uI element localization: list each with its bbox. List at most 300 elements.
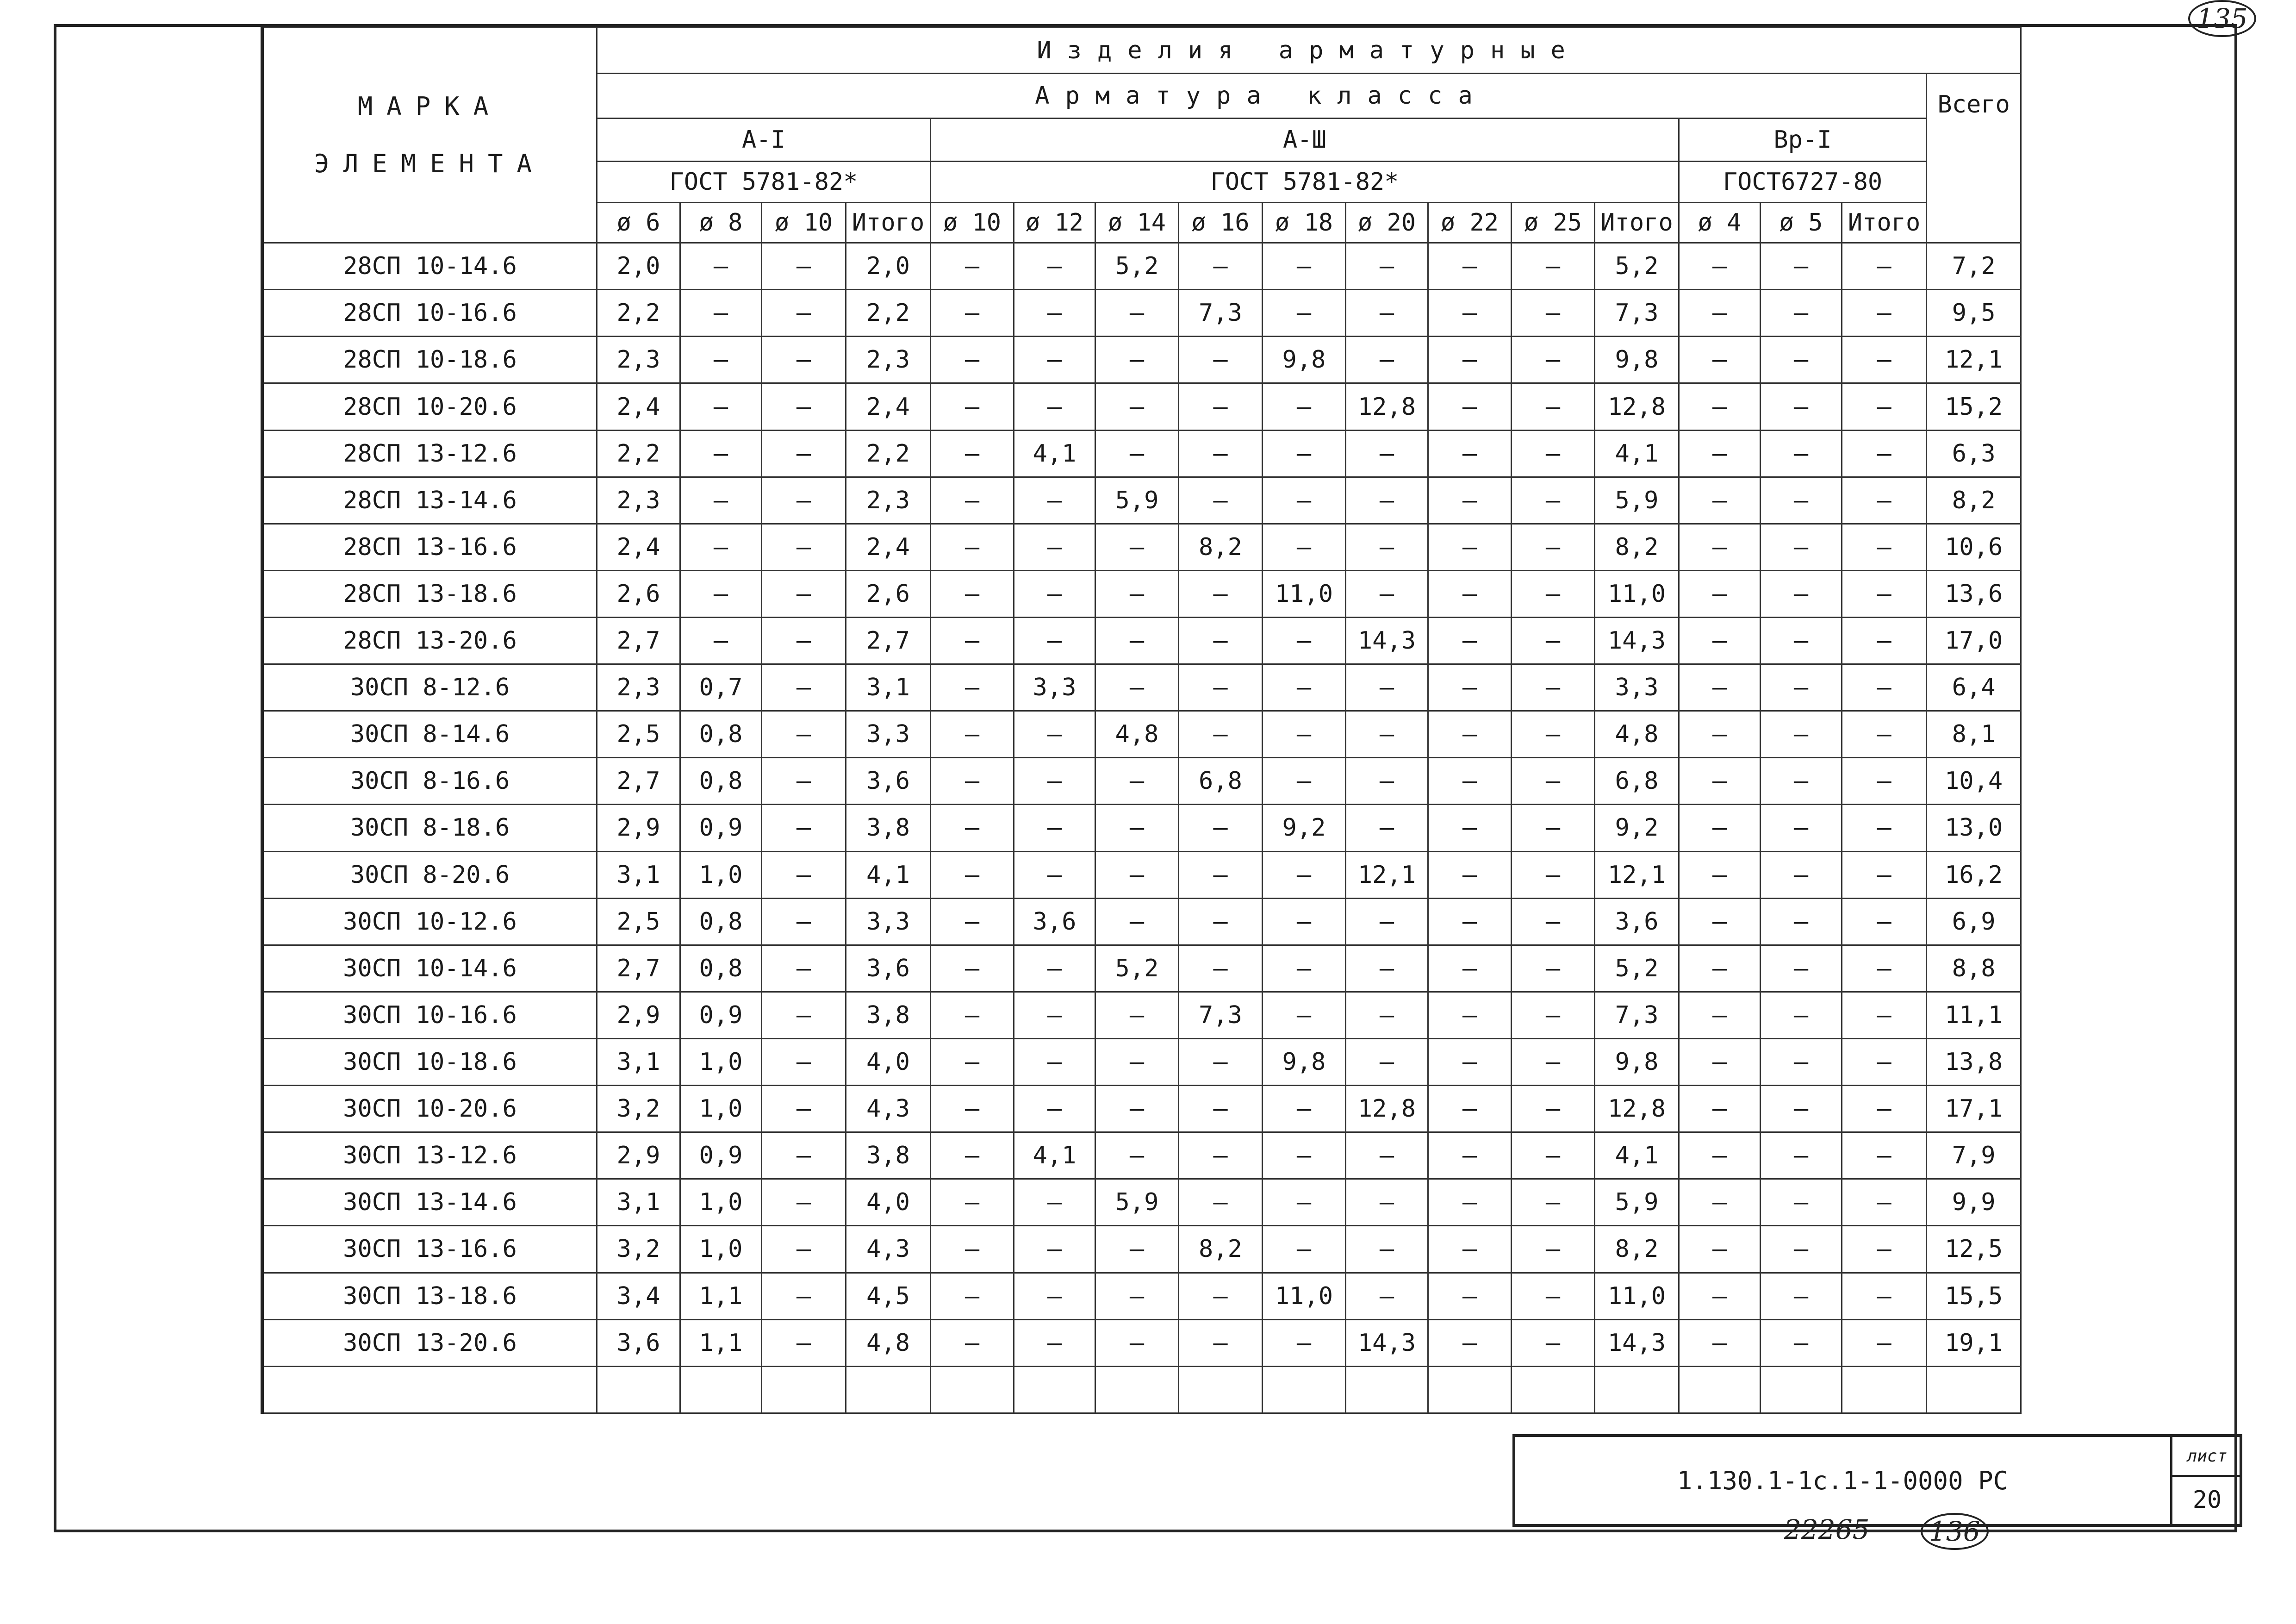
value-cell: – — [1346, 570, 1428, 617]
value-cell: 16,2 — [1927, 851, 2021, 898]
value-cell: – — [762, 477, 846, 524]
page-number-bottom: 136 — [1921, 1513, 1989, 1550]
value-cell: – — [1761, 290, 1842, 337]
value-cell: – — [1014, 383, 1095, 430]
value-cell: – — [1428, 618, 1512, 664]
value-cell: 10,6 — [1927, 524, 2021, 570]
value-cell: – — [1095, 430, 1179, 477]
value-cell: – — [1014, 1226, 1095, 1273]
value-cell: – — [1761, 851, 1842, 898]
diameter-header: ø 22 — [1428, 203, 1512, 243]
element-mark-cell: 30СП 13-14.6 — [262, 1179, 597, 1226]
value-cell: 2,9 — [597, 1132, 680, 1179]
value-cell: – — [1095, 664, 1179, 711]
value-cell: – — [1263, 383, 1346, 430]
value-cell: – — [1428, 1038, 1512, 1085]
table-row — [262, 570, 2021, 617]
value-cell: 2,0 — [846, 243, 931, 290]
value-cell: – — [1679, 618, 1761, 664]
empty-cell — [597, 1366, 680, 1413]
value-cell: – — [1761, 430, 1842, 477]
value-cell: – — [1263, 851, 1346, 898]
value-cell: – — [1263, 524, 1346, 570]
value-cell: – — [1842, 243, 1927, 290]
value-cell: – — [931, 618, 1014, 664]
element-mark-cell: 30СП 13-16.6 — [262, 1226, 597, 1273]
value-cell: – — [1679, 945, 1761, 992]
value-cell: – — [1842, 477, 1927, 524]
value-cell: – — [1346, 711, 1428, 758]
value-cell: 4,0 — [846, 1038, 931, 1085]
diameter-header: ø 6 — [597, 203, 680, 243]
value-cell: – — [1179, 430, 1263, 477]
element-mark-cell: 30СП 10-12.6 — [262, 898, 597, 945]
value-cell: – — [1428, 1319, 1512, 1366]
value-cell: 5,2 — [1095, 945, 1179, 992]
value-cell: 4,3 — [846, 1086, 931, 1132]
value-cell: – — [1512, 383, 1595, 430]
value-cell: – — [1263, 1319, 1346, 1366]
value-cell: – — [1679, 1319, 1761, 1366]
value-cell: 3,8 — [846, 992, 931, 1038]
value-cell: – — [1428, 1273, 1512, 1319]
value-cell: – — [680, 337, 762, 383]
value-cell: 2,7 — [846, 618, 931, 664]
value-cell: – — [1761, 898, 1842, 945]
value-cell: 9,9 — [1927, 1179, 2021, 1226]
value-cell: – — [1346, 945, 1428, 992]
empty-cell — [846, 1366, 931, 1413]
table-body — [262, 243, 2021, 1413]
value-cell: – — [1761, 945, 1842, 992]
value-cell: 10,4 — [1927, 758, 2021, 805]
value-cell: 0,9 — [680, 805, 762, 851]
value-cell: – — [1512, 805, 1595, 851]
element-mark-cell: 28СП 13-14.6 — [262, 477, 597, 524]
value-cell: – — [762, 805, 846, 851]
value-cell: – — [1842, 758, 1927, 805]
value-cell: – — [762, 1132, 846, 1179]
value-cell: – — [931, 1179, 1014, 1226]
value-cell: 1,0 — [680, 1226, 762, 1273]
value-cell: 9,8 — [1595, 1038, 1679, 1085]
value-cell: – — [1679, 430, 1761, 477]
empty-cell — [931, 1366, 1014, 1413]
value-cell: – — [1428, 851, 1512, 898]
value-cell: – — [1761, 477, 1842, 524]
value-cell: – — [1512, 618, 1595, 664]
value-cell: 3,6 — [597, 1319, 680, 1366]
value-cell: – — [762, 711, 846, 758]
value-cell: 3,1 — [597, 1179, 680, 1226]
value-cell: – — [931, 524, 1014, 570]
value-cell: 9,5 — [1927, 290, 2021, 337]
element-mark-cell: 30СП 8-20.6 — [262, 851, 597, 898]
value-cell: 7,3 — [1179, 992, 1263, 1038]
diameter-header: Итого — [1842, 203, 1927, 243]
value-cell: – — [1761, 1273, 1842, 1319]
sheet-number: 20 — [2192, 1486, 2222, 1514]
value-cell: – — [1263, 711, 1346, 758]
value-cell: – — [762, 1319, 846, 1366]
value-cell: – — [680, 383, 762, 430]
value-cell: – — [1842, 1319, 1927, 1366]
value-cell: – — [1842, 570, 1927, 617]
value-cell: 5,2 — [1595, 243, 1679, 290]
value-cell: – — [1014, 1086, 1095, 1132]
value-cell: 1,1 — [680, 1319, 762, 1366]
value-cell: 0,9 — [680, 1132, 762, 1179]
value-cell: – — [1263, 243, 1346, 290]
value-cell: 3,3 — [1595, 664, 1679, 711]
value-cell: – — [1512, 1179, 1595, 1226]
value-cell: 3,1 — [846, 664, 931, 711]
value-cell: – — [1014, 290, 1095, 337]
value-cell: – — [1679, 992, 1761, 1038]
value-cell: – — [1679, 477, 1761, 524]
top-border-extension — [2036, 24, 2212, 27]
empty-cell — [1346, 1366, 1428, 1413]
value-cell: – — [1428, 477, 1512, 524]
value-cell: 4,1 — [846, 851, 931, 898]
value-cell: – — [1095, 570, 1179, 617]
value-cell: – — [1679, 1038, 1761, 1085]
value-cell: – — [680, 570, 762, 617]
value-cell: 5,2 — [1595, 945, 1679, 992]
value-cell: – — [1428, 1132, 1512, 1179]
value-cell: – — [1428, 711, 1512, 758]
value-cell: 2,4 — [846, 524, 931, 570]
value-cell: 2,7 — [597, 945, 680, 992]
value-cell: – — [1014, 1273, 1095, 1319]
value-cell: – — [1179, 664, 1263, 711]
value-cell: – — [1512, 1319, 1595, 1366]
value-cell: – — [931, 570, 1014, 617]
element-mark-cell: 28СП 10-18.6 — [262, 337, 597, 383]
value-cell: – — [1014, 570, 1095, 617]
value-cell: – — [1679, 570, 1761, 617]
value-cell: – — [762, 898, 846, 945]
value-cell: – — [1346, 1273, 1428, 1319]
value-cell: – — [1679, 711, 1761, 758]
value-cell: 13,6 — [1927, 570, 2021, 617]
value-cell: – — [680, 243, 762, 290]
value-cell: – — [1346, 758, 1428, 805]
value-cell: – — [1179, 1273, 1263, 1319]
value-cell: – — [1512, 945, 1595, 992]
value-cell: 2,3 — [846, 337, 931, 383]
value-cell: 14,3 — [1595, 618, 1679, 664]
rebar-class-header: Арматура класса — [597, 74, 1927, 119]
value-cell: – — [1842, 664, 1927, 711]
class-vr1-header: Вр-I — [1679, 119, 1927, 162]
value-cell: – — [1179, 1038, 1263, 1085]
value-cell: – — [1512, 851, 1595, 898]
value-cell: 2,2 — [846, 430, 931, 477]
value-cell: 3,3 — [846, 711, 931, 758]
value-cell: – — [1761, 758, 1842, 805]
value-cell: 4,5 — [846, 1273, 931, 1319]
value-cell: 8,1 — [1927, 711, 2021, 758]
value-cell: – — [1263, 618, 1346, 664]
value-cell: – — [762, 430, 846, 477]
table-row — [262, 1038, 2021, 1085]
value-cell: 3,8 — [846, 1132, 931, 1179]
value-cell: – — [1346, 664, 1428, 711]
value-cell: 11,0 — [1595, 1273, 1679, 1319]
value-cell: 17,0 — [1927, 618, 2021, 664]
value-cell: – — [931, 1273, 1014, 1319]
value-cell: 2,4 — [597, 383, 680, 430]
value-cell: – — [1842, 618, 1927, 664]
value-cell: – — [1095, 524, 1179, 570]
value-cell: 4,1 — [1014, 1132, 1095, 1179]
value-cell: 3,1 — [597, 851, 680, 898]
value-cell: – — [1263, 1179, 1346, 1226]
mark-header — [262, 28, 597, 243]
value-cell: – — [1095, 1273, 1179, 1319]
value-cell: – — [1761, 1132, 1842, 1179]
value-cell: – — [1014, 524, 1095, 570]
value-cell: – — [1428, 945, 1512, 992]
value-cell: 2,2 — [846, 290, 931, 337]
diameter-header: ø 14 — [1095, 203, 1179, 243]
value-cell: – — [1679, 1226, 1761, 1273]
value-cell: 4,8 — [846, 1319, 931, 1366]
empty-cell — [762, 1366, 846, 1413]
value-cell: – — [931, 383, 1014, 430]
value-cell: – — [1761, 618, 1842, 664]
value-cell: – — [1761, 1226, 1842, 1273]
value-cell: – — [1014, 992, 1095, 1038]
value-cell: 4,1 — [1014, 430, 1095, 477]
value-cell: – — [1179, 383, 1263, 430]
empty-cell — [1761, 1366, 1842, 1413]
value-cell: 2,5 — [597, 898, 680, 945]
value-cell: – — [1428, 898, 1512, 945]
value-cell: – — [1842, 1179, 1927, 1226]
value-cell: – — [931, 851, 1014, 898]
value-cell: – — [762, 290, 846, 337]
value-cell: 11,1 — [1927, 992, 2021, 1038]
table-row — [262, 430, 2021, 477]
value-cell: – — [1842, 851, 1927, 898]
value-cell: – — [1095, 337, 1179, 383]
value-cell: – — [1679, 243, 1761, 290]
value-cell: – — [1761, 570, 1842, 617]
value-cell: 19,1 — [1927, 1319, 2021, 1366]
value-cell: – — [1263, 758, 1346, 805]
table-header — [262, 28, 2021, 243]
value-cell: 12,1 — [1927, 337, 2021, 383]
value-cell: 8,2 — [1595, 524, 1679, 570]
value-cell: – — [1512, 1273, 1595, 1319]
value-cell: – — [1179, 898, 1263, 945]
value-cell: 14,3 — [1595, 1319, 1679, 1366]
value-cell: 3,2 — [597, 1226, 680, 1273]
value-cell: 2,3 — [597, 664, 680, 711]
element-mark-cell: 30СП 10-20.6 — [262, 1086, 597, 1132]
value-cell: – — [1014, 1319, 1095, 1366]
value-cell: 4,0 — [846, 1179, 931, 1226]
value-cell: – — [931, 805, 1014, 851]
value-cell: – — [1179, 243, 1263, 290]
value-cell: – — [1428, 1226, 1512, 1273]
value-cell: – — [1512, 1132, 1595, 1179]
value-cell: 7,9 — [1927, 1132, 2021, 1179]
value-cell: 6,4 — [1927, 664, 2021, 711]
diameter-header: ø 4 — [1679, 203, 1761, 243]
empty-cell — [680, 1366, 762, 1413]
element-mark-cell: 28СП 10-16.6 — [262, 290, 597, 337]
value-cell: 9,8 — [1595, 337, 1679, 383]
empty-cell — [1842, 1366, 1927, 1413]
element-mark-cell: 30СП 8-18.6 — [262, 805, 597, 851]
table-row — [262, 898, 2021, 945]
value-cell: 1,1 — [680, 1273, 762, 1319]
value-cell: – — [1095, 1132, 1179, 1179]
value-cell: 4,8 — [1095, 711, 1179, 758]
value-cell: – — [931, 430, 1014, 477]
value-cell: – — [1014, 711, 1095, 758]
value-cell: – — [1761, 243, 1842, 290]
empty-cell — [262, 1366, 597, 1413]
page-number-top: 135 — [2188, 0, 2256, 37]
value-cell: 1,0 — [680, 851, 762, 898]
value-cell: – — [1842, 1226, 1927, 1273]
value-cell: – — [762, 945, 846, 992]
value-cell: 5,9 — [1095, 477, 1179, 524]
value-cell: – — [931, 1319, 1014, 1366]
value-cell: – — [1014, 805, 1095, 851]
value-cell: 12,5 — [1927, 1226, 2021, 1273]
value-cell: 0,7 — [680, 664, 762, 711]
value-cell: 2,7 — [597, 618, 680, 664]
value-cell: 9,2 — [1595, 805, 1679, 851]
table-row — [262, 290, 2021, 337]
element-mark-cell: 30СП 13-12.6 — [262, 1132, 597, 1179]
table-row — [262, 851, 2021, 898]
value-cell: – — [1842, 711, 1927, 758]
diameter-header: ø 10 — [762, 203, 846, 243]
empty-cell — [1679, 1366, 1761, 1413]
value-cell: – — [931, 337, 1014, 383]
table-row — [262, 1319, 2021, 1366]
value-cell: – — [1179, 1319, 1263, 1366]
element-mark-cell: 30СП 8-16.6 — [262, 758, 597, 805]
value-cell: – — [1179, 570, 1263, 617]
element-mark-cell: 28СП 13-12.6 — [262, 430, 597, 477]
value-cell: – — [762, 851, 846, 898]
value-cell: – — [1263, 898, 1346, 945]
value-cell: – — [1014, 851, 1095, 898]
value-cell: – — [1428, 243, 1512, 290]
value-cell: 4,3 — [846, 1226, 931, 1273]
value-cell: – — [1428, 805, 1512, 851]
empty-cell — [1179, 1366, 1263, 1413]
value-cell: – — [931, 290, 1014, 337]
value-cell: 2,6 — [597, 570, 680, 617]
value-cell: 3,6 — [846, 758, 931, 805]
value-cell: – — [1263, 945, 1346, 992]
value-cell: – — [1842, 383, 1927, 430]
diameter-header: Итого — [846, 203, 931, 243]
value-cell: – — [1346, 1179, 1428, 1226]
value-cell: – — [1512, 430, 1595, 477]
value-cell: – — [762, 337, 846, 383]
value-cell: – — [1014, 758, 1095, 805]
value-cell: 4,1 — [1595, 430, 1679, 477]
value-cell: – — [1842, 1086, 1927, 1132]
value-cell: – — [1761, 805, 1842, 851]
value-cell: 7,3 — [1595, 992, 1679, 1038]
value-cell: – — [1842, 945, 1927, 992]
value-cell: 15,5 — [1927, 1273, 2021, 1319]
title-block — [1512, 1434, 2242, 1527]
value-cell: – — [1014, 1179, 1095, 1226]
value-cell: – — [680, 477, 762, 524]
value-cell: 2,6 — [846, 570, 931, 617]
value-cell: – — [1346, 992, 1428, 1038]
value-cell: – — [931, 898, 1014, 945]
element-mark-cell: 28СП 10-20.6 — [262, 383, 597, 430]
empty-cell — [1014, 1366, 1095, 1413]
value-cell: – — [1679, 805, 1761, 851]
element-mark-cell: 28СП 13-18.6 — [262, 570, 597, 617]
value-cell: – — [1179, 945, 1263, 992]
value-cell: 12,1 — [1346, 851, 1428, 898]
table-row — [262, 805, 2021, 851]
value-cell: – — [1346, 337, 1428, 383]
value-cell: – — [1512, 711, 1595, 758]
empty-row — [262, 1366, 2021, 1413]
table-row — [262, 337, 2021, 383]
value-cell: – — [1761, 711, 1842, 758]
diameter-header: ø 12 — [1014, 203, 1095, 243]
value-cell: – — [1512, 243, 1595, 290]
value-cell: – — [1761, 524, 1842, 570]
value-cell: – — [1761, 664, 1842, 711]
value-cell: – — [1512, 1038, 1595, 1085]
diameter-header: ø 20 — [1346, 203, 1428, 243]
value-cell: 2,9 — [597, 992, 680, 1038]
value-cell: – — [1095, 1038, 1179, 1085]
value-cell: – — [762, 1179, 846, 1226]
value-cell: – — [762, 618, 846, 664]
value-cell: – — [762, 664, 846, 711]
value-cell: 8,2 — [1179, 1226, 1263, 1273]
value-cell: – — [1179, 805, 1263, 851]
value-cell: – — [1842, 898, 1927, 945]
value-cell: – — [762, 524, 846, 570]
value-cell: – — [1095, 805, 1179, 851]
value-cell: – — [1095, 992, 1179, 1038]
value-cell: – — [762, 570, 846, 617]
value-cell: – — [1179, 1179, 1263, 1226]
value-cell: 9,8 — [1263, 337, 1346, 383]
value-cell: – — [931, 1086, 1014, 1132]
value-cell: – — [1761, 1038, 1842, 1085]
value-cell: – — [1179, 337, 1263, 383]
value-cell: 2,5 — [597, 711, 680, 758]
value-cell: – — [1179, 477, 1263, 524]
value-cell: – — [1428, 524, 1512, 570]
value-cell: – — [1512, 524, 1595, 570]
element-mark-cell: 30СП 10-16.6 — [262, 992, 597, 1038]
value-cell: 5,9 — [1595, 477, 1679, 524]
value-cell: 2,9 — [597, 805, 680, 851]
value-cell: – — [1679, 337, 1761, 383]
